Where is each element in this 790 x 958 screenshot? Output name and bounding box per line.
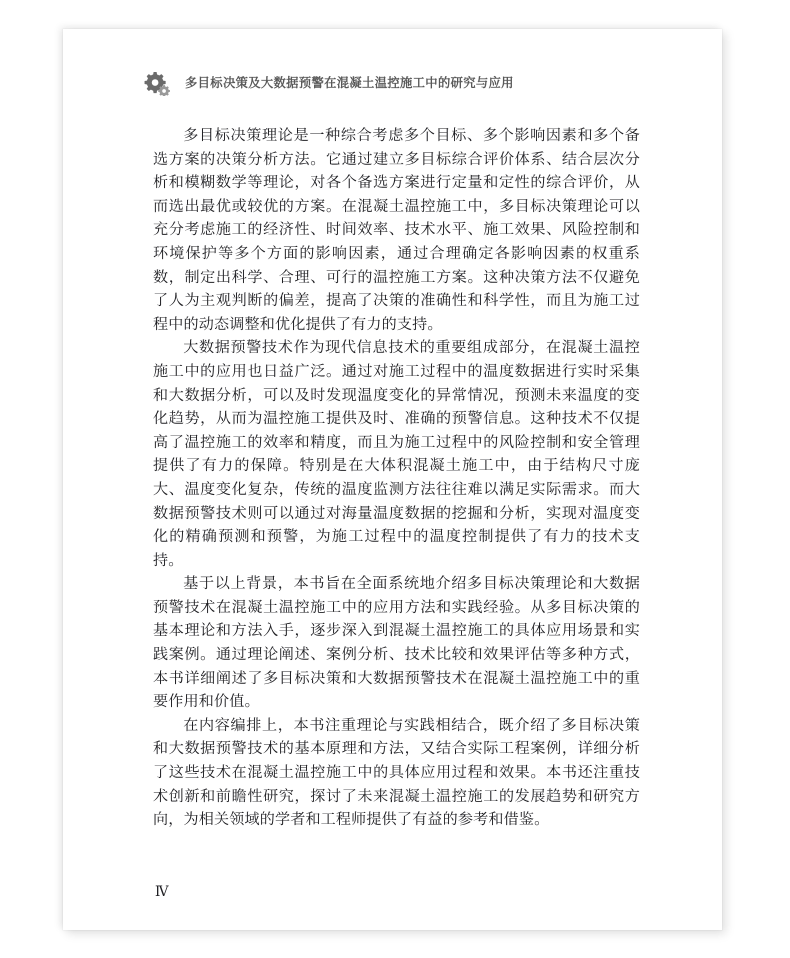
book-page [63, 29, 722, 930]
running-header [142, 70, 514, 96]
page-number: Ⅳ [155, 884, 169, 899]
paragraph: 在内容编排上，本书注重理论与实践相结合，既介绍了多目标决策和大数据预警技术的基本原理和方法，又结合实际工程案例，详细分析了这些技术在混凝土温控施工中的具体应用过程和效果。本书还注重技术创新和前瞻性研究，探讨了未来混凝土温控施工的发展趋势和研究方向，为相关领域的学者和工程师提供了有益的参考和借鉴。 [153, 717, 640, 829]
header-title: 多目标决策及大数据预警在混凝土温控施工中的研究与应用 [185, 75, 514, 90]
paragraph: 基于以上背景，本书旨在全面系统地介绍多目标决策理论和大数据预警技术在混凝土温控施工中的应用方法和实践经验。从多目标决策的基本理论和方法入手，逐步深入到混凝土温控施工的具体应用场景和实践案例。通过理论阐述、案例分析、技术比较和效果评估等多种方式，本书详细阐述了多目标决策和大数据预警技术在混凝土温控施工中的重要作用和价值。 [153, 576, 640, 711]
paragraph: 多目标决策理论是一种综合考虑多个目标、多个影响因素和多个备选方案的决策分析方法。它通过建立多目标综合评价体系、结合层次分析和模糊数学等理论，对各个备选方案进行定量和定性的综合评价，从而选出最优或较优的方案。在混凝土温控施工中，多目标决策理论可以充分考虑施工的经济性、时间效率、技术水平、施工效果、风险控制和环境保护等多个方面的影响因素，通过合理确定各影响因素的权重系数，制定出科学、合理、可行的温控施工方案。这种决策方法不仅避免了人为主观判断的偏差，提高了决策的准确性和科学性，而且为施工过程中的动态调整和优化提供了有力的支持。 [153, 128, 640, 333]
gears-icon [142, 70, 172, 96]
paragraph: 大数据预警技术作为现代信息技术的重要组成部分，在混凝土温控施工中的应用也日益广泛。通过对施工过程中的温度数据进行实时采集和大数据分析，可以及时发现温度变化的异常情况，预测未来温度的变化趋势，从而为温控施工提供及时、准确的预警信息。这种技术不仅提高了温控施工的效率和精度，而且为施工过程中的风险控制和安全管理提供了有力的保障。特别是在大体积混凝土施工中，由于结构尺寸庞大、温度变化复杂，传统的温度监测方法往往难以满足实际需求。而大数据预警技术则可以通过对海量温度数据的挖掘和分析，实现对温度变化的精确预测和预警，为施工过程中的温度控制提供了有力的技术支持。 [153, 340, 640, 569]
body-text [153, 125, 640, 833]
